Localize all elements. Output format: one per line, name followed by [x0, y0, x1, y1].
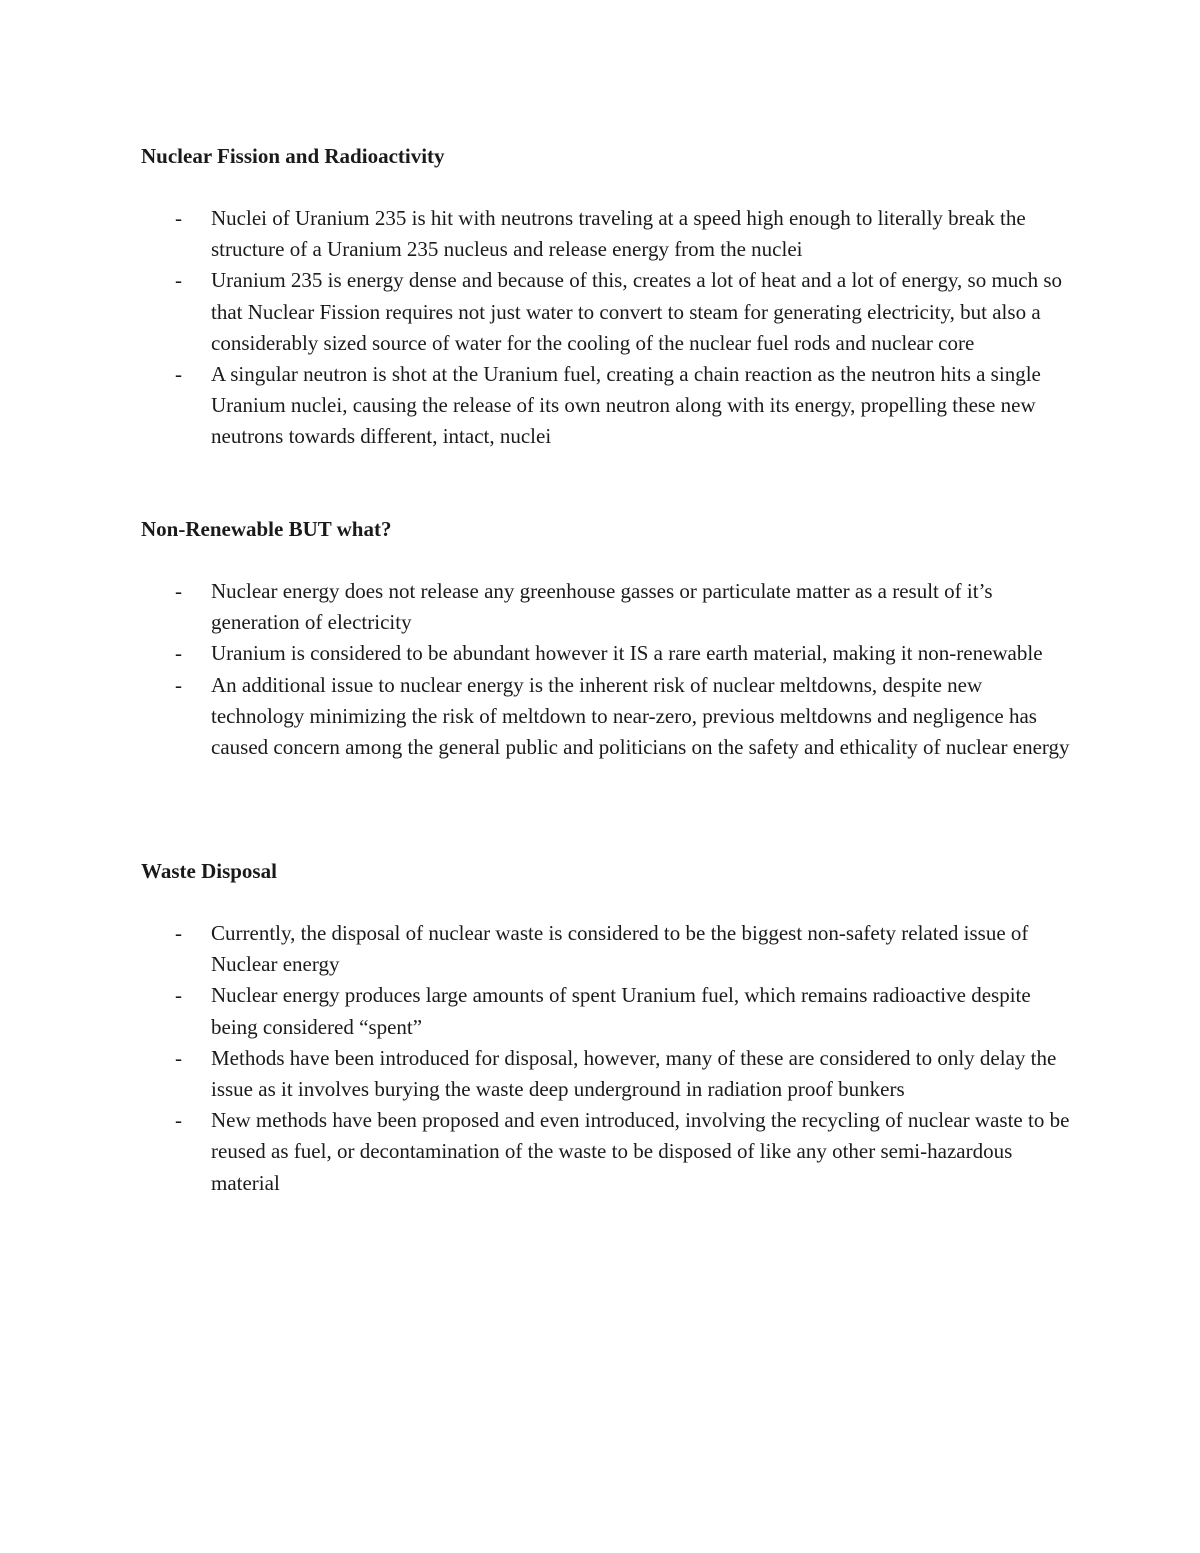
bullet-item — [141, 1105, 1071, 1199]
bullet-item — [141, 576, 1071, 638]
section-heading: Nuclear Fission and Radioactivity — [141, 144, 445, 168]
bullet-item — [141, 670, 1071, 764]
bullet-text: Nuclei of Uranium 235 is hit with neutrons traveling at a speed high enough to literally break the structure of a Uranium 235 nucleus and release energy from the nuclei — [211, 206, 1026, 262]
bullet-item — [141, 359, 1071, 453]
bullet-marker: - — [175, 579, 182, 603]
bullet-text: Nuclear energy does not release any greenhouse gasses or particulate matter as a result of it’s generation of electricity — [211, 579, 993, 635]
bullet-list — [141, 203, 1071, 453]
bullet-marker: - — [175, 672, 182, 697]
bullet-text: Uranium 235 is energy dense and because of this, creates a lot of heat and a lot of energy, so much so that Nuclear Fission requires not just water to convert to steam for generating electricity, but also a considerably sized source of water for the cooling of the nuclear fuel rods and nuclear core — [211, 268, 1063, 355]
bullet-text: An additional issue to nuclear energy is the inherent risk of nuclear meltdowns, despite new technology minimizing the risk of meltdown to near-zero, previous meltdowns and negligence has caused concern among the general public and politicians on the safety and ethicality of nuclear energy — [211, 672, 1070, 760]
section-non-renewable — [141, 514, 1071, 763]
bullet-marker: - — [175, 641, 182, 666]
bullet-item — [141, 265, 1071, 359]
bullet-marker: - — [175, 921, 182, 945]
bullet-list — [141, 918, 1071, 1199]
bullet-marker: - — [175, 362, 182, 387]
bullet-marker: - — [175, 206, 182, 230]
bullet-text: Uranium is considered to be abundant however it IS a rare earth material, making it non-renewable — [211, 641, 1043, 666]
section-heading: Non-Renewable BUT what? — [141, 517, 392, 541]
bullet-marker: - — [175, 983, 182, 1008]
bullet-marker: - — [175, 1045, 182, 1070]
bullet-item — [141, 1043, 1071, 1105]
section-waste-disposal — [141, 856, 1071, 1199]
bullet-list — [141, 576, 1071, 763]
bullet-item — [141, 918, 1071, 980]
bullet-item — [141, 980, 1071, 1042]
bullet-text: Methods have been introduced for disposal, however, many of these are considered to only delay the issue as it involves burying the waste deep underground in radiation proof bunkers — [211, 1045, 1057, 1102]
bullet-marker: - — [175, 1108, 182, 1133]
bullet-item — [141, 638, 1071, 669]
bullet-text: A singular neutron is shot at the Uranium fuel, creating a chain reaction as the neutron hits a single Uranium nuclei, causing the release of its own neutron along with its energy, propelling these new neutrons towards different, intact, nuclei — [211, 362, 1041, 449]
bullet-text: New methods have been proposed and even introduced, involving the recycling of nuclear waste to be reused as fuel, or decontamination of the waste to be disposed of like any other semi-hazardous material — [211, 1108, 1070, 1195]
section-heading: Waste Disposal — [141, 859, 277, 883]
bullet-text: Currently, the disposal of nuclear waste is considered to be the biggest non-safety related issue of Nuclear energy — [211, 921, 1029, 977]
section-nuclear-fission — [141, 141, 1071, 453]
bullet-item — [141, 203, 1071, 265]
bullet-text: Nuclear energy produces large amounts of spent Uranium fuel, which remains radioactive despite being considered “spent” — [211, 983, 1031, 1039]
bullet-marker: - — [175, 268, 182, 293]
